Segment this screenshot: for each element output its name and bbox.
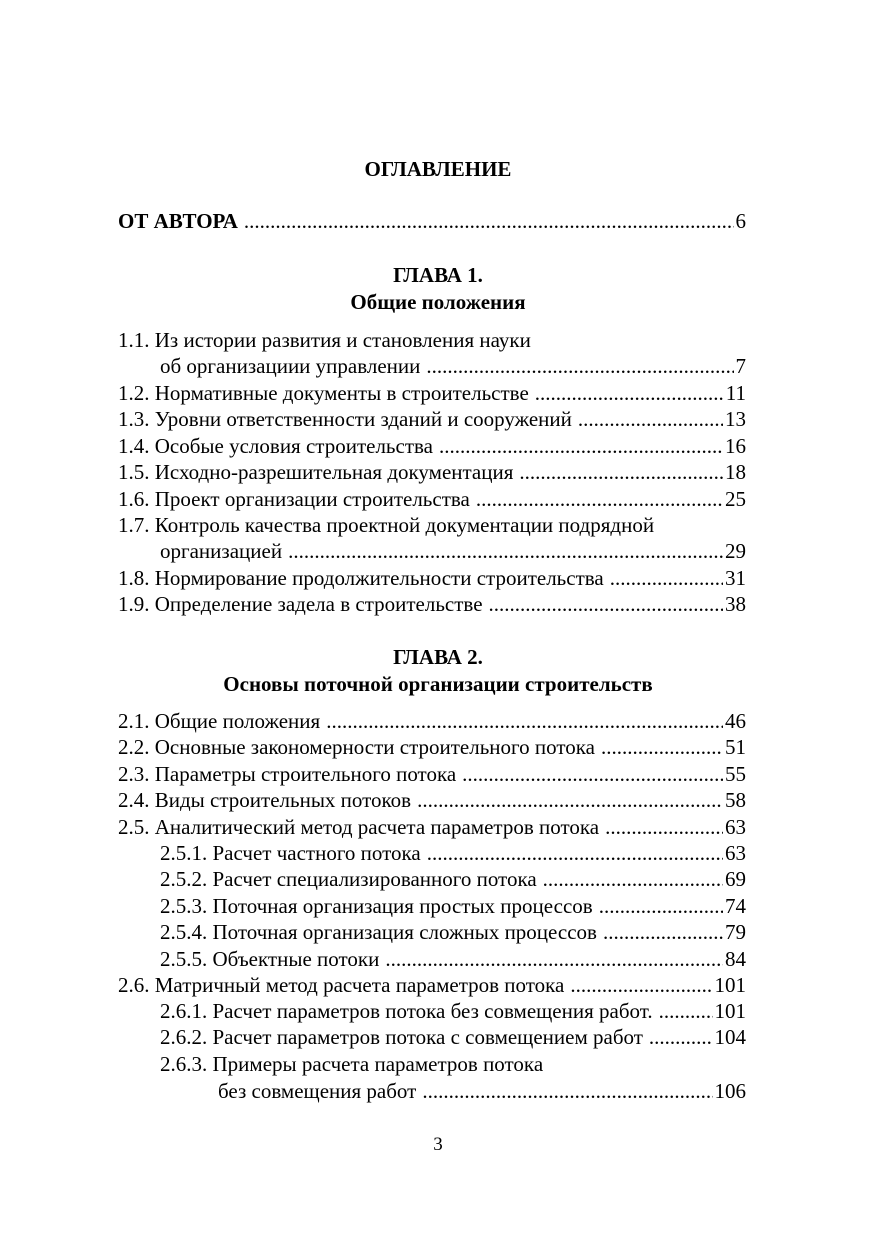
toc-entry-label: 2.4. Виды строительных потоков (118, 788, 412, 812)
toc-entry-page: 46 (725, 709, 746, 733)
toc-entry-label: 2.1. Общие положения (118, 709, 321, 733)
toc-entry-author (118, 208, 746, 234)
toc-entry-page: 63 (725, 815, 746, 839)
toc-entry-page: 18 (725, 460, 746, 484)
toc-entry-page: 31 (725, 566, 746, 590)
toc-entry-page: 106 (714, 1079, 746, 1103)
toc-dot-leader (605, 814, 723, 840)
toc-entry-page: 69 (725, 867, 746, 891)
toc-dot-leader (427, 840, 723, 866)
toc-entry-2-6-3-first-line (160, 1051, 543, 1077)
toc-entry-label: 2.5.2. Расчет специализированного потока (160, 867, 537, 891)
toc-entry-page: 55 (725, 762, 746, 786)
toc-entry-page: 51 (725, 735, 746, 759)
toc-entry-1-1 (160, 353, 746, 379)
toc-entry-label: ОТ АВТОРА (118, 209, 238, 233)
toc-dot-leader (578, 406, 723, 432)
toc-entry-label: 1.3. Уровни ответственности зданий и сооружений (118, 407, 572, 431)
toc-entry-2-5 (118, 814, 746, 840)
chapter-1-subtitle: Общие положения (350, 290, 526, 314)
toc-entry-page: 11 (725, 381, 746, 405)
toc-entry-page: 13 (725, 407, 746, 431)
toc-entry-1-6 (118, 486, 746, 512)
toc-dot-leader (426, 353, 733, 379)
toc-entry-label: об организациии управлении (160, 354, 421, 378)
toc-entry-label: 1.6. Проект организации строительства (118, 487, 470, 511)
toc-entry-label: 1.2. Нормативные документы в строительстве (118, 381, 529, 405)
toc-entry-page: 58 (725, 788, 746, 812)
toc-entry-1-3 (118, 406, 746, 432)
toc-dot-leader (385, 946, 723, 972)
toc-entry-page: 16 (725, 434, 746, 458)
toc-dot-leader (326, 708, 723, 734)
toc-entry-2-5-2 (160, 866, 746, 892)
toc-entry-1-9 (118, 591, 746, 617)
toc-entry-page: 7 (735, 354, 746, 378)
toc-dot-leader (462, 761, 723, 787)
toc-entry-page: 104 (714, 1025, 746, 1049)
toc-dot-leader (543, 866, 723, 892)
toc-entry-2-6 (118, 972, 746, 998)
toc-entry-1-2 (118, 380, 746, 406)
toc-entry-2-5-5 (160, 946, 746, 972)
toc-entry-label: 1.4. Особые условия строительства (118, 434, 433, 458)
toc-title: ОГЛАВЛЕНИЕ (364, 157, 512, 181)
toc-entry-label: 1.9. Определение задела в строительстве (118, 592, 483, 616)
toc-entry-label: организацией (160, 539, 283, 563)
toc-entry-page: 6 (735, 209, 746, 233)
toc-entry-1-7-first-line (118, 512, 654, 538)
chapter-2-subtitle: Основы поточной организации строительств (223, 672, 653, 696)
toc-entry-label: 2.5.3. Поточная организация простых процессов (160, 894, 593, 918)
toc-dot-leader (599, 893, 723, 919)
toc-dot-leader (603, 919, 723, 945)
toc-entry-label: 2.6.2. Расчет параметров потока с совмещением работ (160, 1025, 643, 1049)
toc-dot-leader (601, 734, 723, 760)
toc-entry-1-5 (118, 459, 746, 485)
toc-entry-label: без совмещения работ (218, 1079, 417, 1103)
toc-dot-leader (570, 972, 712, 998)
toc-dot-leader (610, 565, 723, 591)
toc-dot-leader (476, 486, 723, 512)
toc-dot-leader (535, 380, 724, 406)
chapter-1-heading: ГЛАВА 1. (393, 263, 483, 287)
toc-entry-label: 2.5.1. Расчет частного потока (160, 841, 421, 865)
toc-entry-label: 2.5. Аналитический метод расчета параметров потока (118, 815, 600, 839)
toc-entry-label: 1.7. Контроль качества проектной документации подрядной (118, 513, 655, 537)
toc-entry-1-7 (160, 538, 746, 564)
toc-entry-label: 2.6.3. Примеры расчета параметров потока (160, 1052, 544, 1076)
toc-entry-label: 2.3. Параметры строительного потока (118, 762, 457, 786)
page-number: 3 (433, 1134, 443, 1155)
toc-entry-label: 1.5. Исходно-разрешительная документация (118, 460, 514, 484)
toc-dot-leader (649, 1024, 713, 1050)
toc-dot-leader (659, 998, 713, 1024)
toc-entry-page: 38 (725, 592, 746, 616)
toc-entry-2-5-1 (160, 840, 746, 866)
toc-entry-1-1-first-line (118, 327, 531, 353)
toc-entry-page: 84 (725, 947, 746, 971)
toc-entry-page: 74 (725, 894, 746, 918)
toc-entry-label: 2.2. Основные закономерности строительного потока (118, 735, 595, 759)
toc-dot-leader (244, 208, 734, 234)
toc-entry-2-2 (118, 734, 746, 760)
toc-entry-label: 2.5.4. Поточная организация сложных процессов (160, 920, 597, 944)
toc-entry-page: 29 (725, 539, 746, 563)
toc-entry-page: 63 (725, 841, 746, 865)
toc-dot-leader (288, 538, 723, 564)
toc-entry-2-5-4 (160, 919, 746, 945)
toc-entry-1-4 (118, 433, 746, 459)
toc-entry-page: 101 (714, 999, 746, 1023)
toc-dot-leader (519, 459, 723, 485)
toc-entry-2-6-2 (160, 1024, 746, 1050)
toc-entry-label: 1.8. Нормирование продолжительности строительства (118, 566, 604, 590)
toc-entry-2-6-3 (218, 1078, 746, 1104)
toc-entry-label: 2.6.1. Расчет параметров потока без совмещения работ. (160, 999, 653, 1023)
toc-entry-2-3 (118, 761, 746, 787)
toc-entry-label: 2.5.5. Объектные потоки (160, 947, 380, 971)
toc-dot-leader (489, 591, 723, 617)
toc-entry-1-8 (118, 565, 746, 591)
toc-entry-label: 1.1. Из истории развития и становления науки (118, 328, 531, 352)
toc-entry-2-5-3 (160, 893, 746, 919)
toc-entry-page: 79 (725, 920, 746, 944)
toc-dot-leader (439, 433, 723, 459)
toc-entry-2-1 (118, 708, 746, 734)
toc-dot-leader (417, 787, 723, 813)
toc-entry-page: 101 (714, 973, 746, 997)
toc-entry-2-6-1 (160, 998, 746, 1024)
toc-dot-leader (422, 1078, 712, 1104)
toc-entry-label: 2.6. Матричный метод расчета параметров потока (118, 973, 565, 997)
toc-entry-2-4 (118, 787, 746, 813)
chapter-2-heading: ГЛАВА 2. (393, 645, 483, 669)
toc-entry-page: 25 (725, 487, 746, 511)
